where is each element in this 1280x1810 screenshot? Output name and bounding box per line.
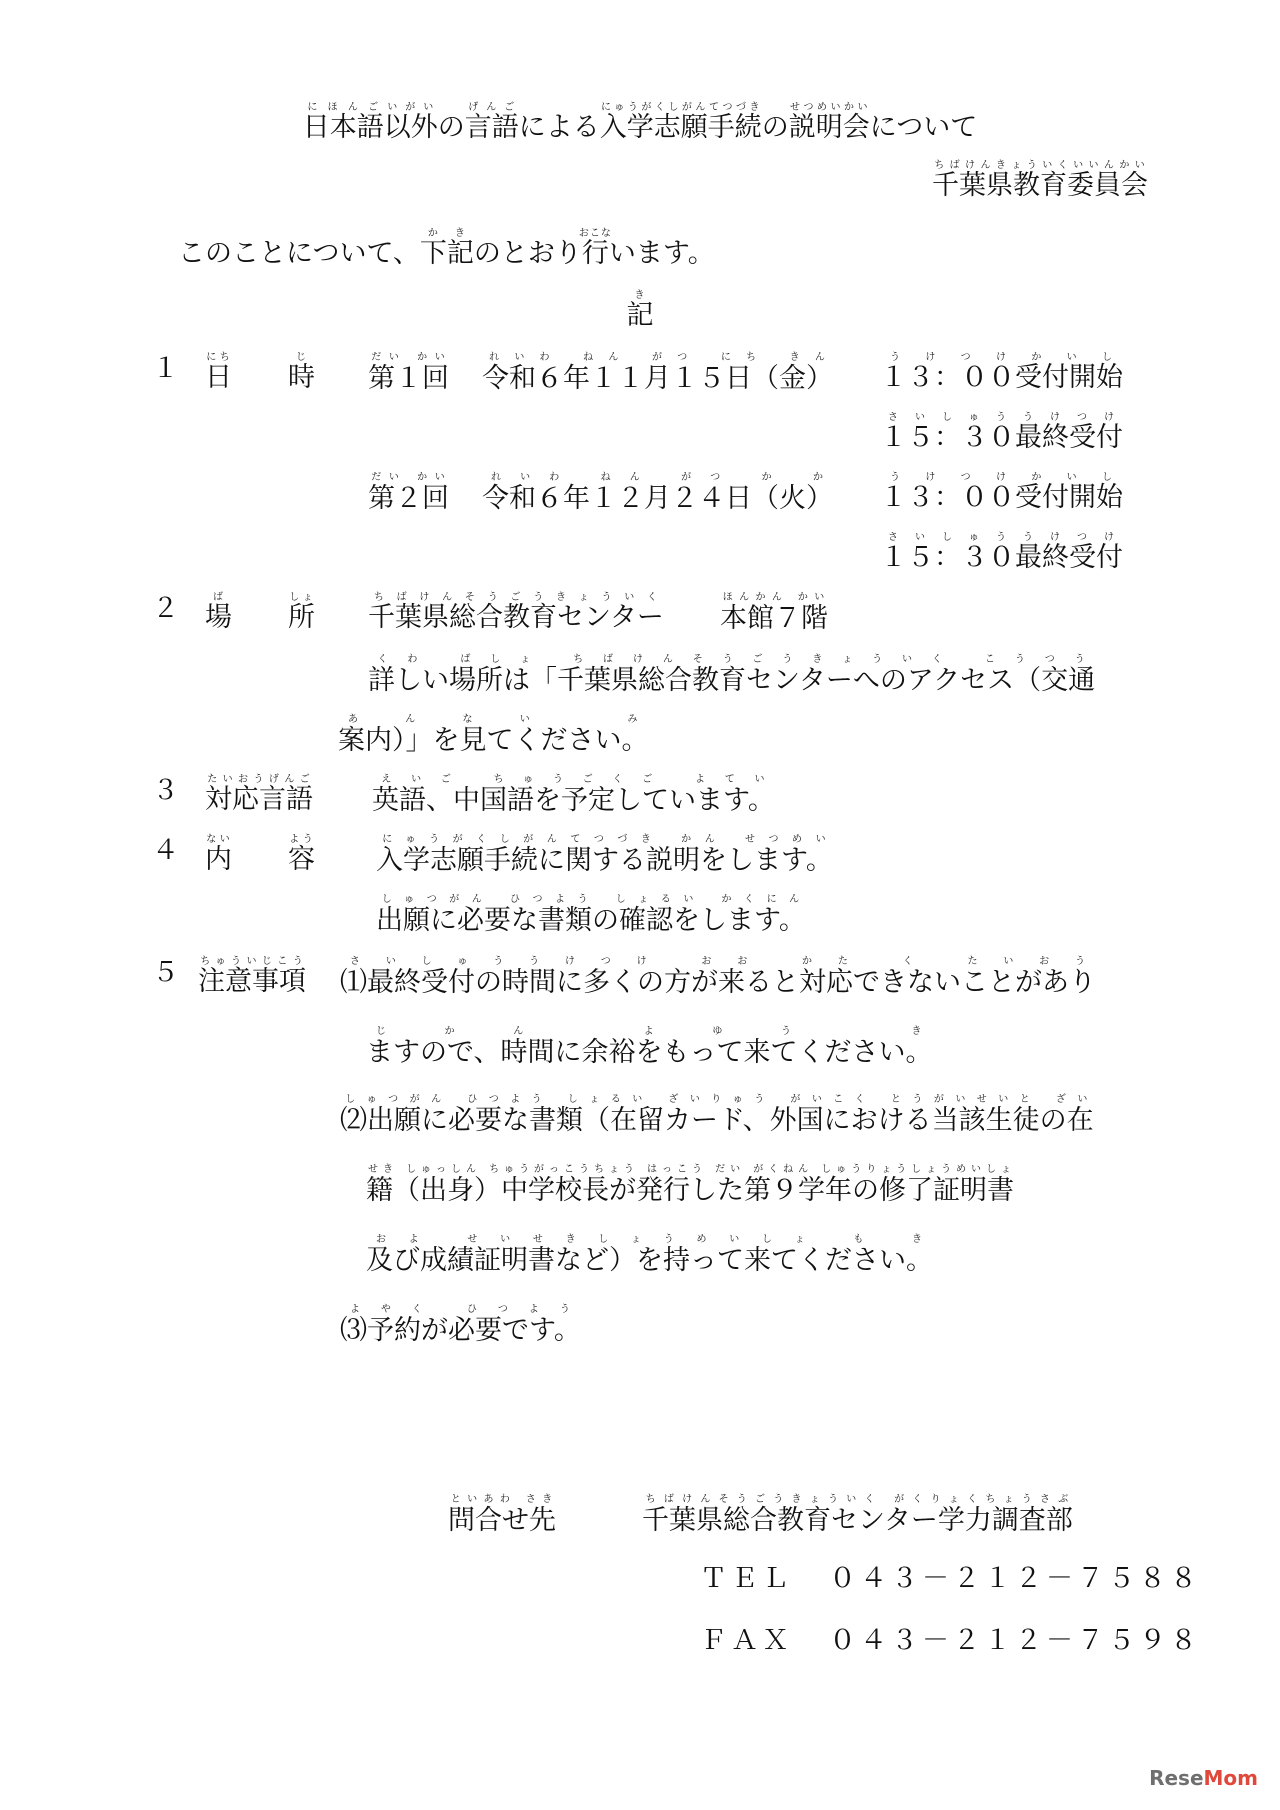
contact-tel <box>700 1562 1201 1596</box>
note-text: ⑴最終受付の時間に多くの方が来ると対応できないことがあり <box>340 967 1096 998</box>
access-line-1 <box>368 654 1095 698</box>
item3-number <box>152 774 179 808</box>
session1-date <box>482 352 833 396</box>
note-ruby: およ せいせきしょうめいしょ も き <box>366 1234 933 1245</box>
note-ruby: せき しゅっしん ちゅうがっこうちょう はっこう だい がくねん しゅうりょうしょうめいしょ <box>366 1164 1014 1175</box>
item-label-ruby: よう <box>288 834 315 845</box>
place-name <box>368 592 664 635</box>
access-text: 案内）」を見てください。 <box>338 725 649 756</box>
session-kai: 第１回 <box>368 363 449 394</box>
session1-end <box>880 412 1123 455</box>
item-text-ruby: しゅつがん ひつよう しょるい かくにん <box>376 894 806 905</box>
item-label: 内 <box>205 844 232 875</box>
item1-label-1 <box>205 352 232 395</box>
item-text: 英語、中国語を予定しています。 <box>372 785 775 816</box>
title-text <box>302 102 978 143</box>
item-label: 注意事項 <box>198 966 306 997</box>
note-text: ますので、時間に余裕をもって来てください。 <box>366 1037 933 1068</box>
intro-word-kaki: 下記 <box>419 238 474 269</box>
item-number: ３ <box>152 775 179 806</box>
title-segment <box>788 102 870 143</box>
intro-line <box>178 228 715 271</box>
session-end: １５：３０最終受付 <box>880 422 1123 453</box>
item1-number <box>152 352 179 386</box>
contact-label <box>448 1494 556 1538</box>
item-label: 場 <box>205 602 232 633</box>
title-segment <box>599 102 762 143</box>
title-segment-text: の <box>437 112 465 143</box>
watermark-part-2: Mom <box>1203 1766 1258 1790</box>
building-ruby: ほんかん かい <box>720 592 828 603</box>
session-start-ruby: うけつけかいし <box>880 472 1123 483</box>
title-segment-ruby: にほんご <box>302 102 384 113</box>
access-ruby: あんない み <box>338 714 649 725</box>
session-date: 令和６年１２月２４日（火） <box>482 483 833 514</box>
item-label-ruby: ば <box>205 592 232 603</box>
session-start-ruby: うけつけかいし <box>880 352 1123 363</box>
page-title <box>0 102 1280 145</box>
item-label-ruby: じ <box>288 352 315 363</box>
session-date: 令和６年１１月１５日（金） <box>482 363 833 394</box>
intro-ruby-kaki: かき <box>419 228 474 239</box>
place-ruby: ちばけんそうごうきょういく <box>368 592 664 603</box>
note2-line-2 <box>366 1164 1014 1208</box>
issuer-ruby: ちばけんきょういくいいんかい <box>932 160 1148 171</box>
contact-dept-text: 千葉県総合教育センター学力調査部 <box>642 1505 1073 1536</box>
session2-end <box>880 532 1123 575</box>
intro-prefix: このことについて、 <box>178 238 420 269</box>
item-label-ruby: しょ <box>288 592 315 603</box>
place-building <box>720 592 828 636</box>
title-segment-ruby: げんご <box>464 102 519 113</box>
contact-fax <box>700 1624 1201 1658</box>
title-segment-text: 説明会 <box>788 112 870 143</box>
title-segment <box>302 102 384 143</box>
item2-label-1 <box>205 592 232 635</box>
item-number: ２ <box>152 593 179 624</box>
item-text-ruby: にゅうがくしがんてつづき かん せつめい <box>376 834 833 845</box>
item-text: 入学志願手続に関する説明をします。 <box>376 845 833 876</box>
title-segment-ruby: いがい <box>383 102 438 113</box>
item-text-ruby: えいご ちゅうごくご よてい <box>372 774 775 785</box>
note2-line-3 <box>366 1234 933 1278</box>
building-text: 本館７階 <box>720 603 828 634</box>
note-text: 籍（出身）中学校長が発行した第９学年の修了証明書 <box>366 1175 1014 1206</box>
item-number: １ <box>152 353 179 384</box>
note-ruby: よやく ひつよう <box>340 1304 581 1315</box>
note2-line-1 <box>340 1094 1094 1138</box>
title-segment-text: 言語 <box>464 112 519 143</box>
item4-label-1 <box>205 834 232 877</box>
tel-number: ０４３－２１２－７５８８ <box>829 1563 1201 1594</box>
item-text: 出願に必要な書類の確認をします。 <box>376 905 806 936</box>
fax-label: ＦＡＸ <box>700 1625 793 1656</box>
session-date-ruby: れいわ ねん がつ か か <box>482 472 833 483</box>
session-end: １５：３０最終受付 <box>880 542 1123 573</box>
item4-line-2 <box>376 894 806 938</box>
item4-number <box>152 834 179 868</box>
title-segment-text: について <box>869 112 978 143</box>
note1-line-1 <box>340 956 1096 1000</box>
session-start: １３：００受付開始 <box>880 482 1123 513</box>
session2-kai <box>368 472 449 516</box>
session-kai-ruby: だい かい <box>368 472 449 483</box>
title-segment-text: 入学志願手続 <box>599 112 762 143</box>
session-end-ruby: さいしゅううけつけ <box>880 412 1123 423</box>
item4-label-2 <box>288 834 315 877</box>
item3-label <box>205 774 313 817</box>
item-label: 対応言語 <box>205 784 313 815</box>
item-label-ruby: にち <box>205 352 232 363</box>
session-kai: 第２回 <box>368 483 449 514</box>
contact-department <box>642 1494 1073 1538</box>
item-number: ５ <box>152 957 179 988</box>
ki-heading <box>0 290 1280 333</box>
contact-label-ruby: といあわ さき <box>448 1494 556 1505</box>
session1-start <box>880 352 1123 395</box>
intro-word-okona: 行 <box>578 238 612 269</box>
session-date-ruby: れいわ ねん がつ にち きん <box>482 352 833 363</box>
ki-ruby: き <box>626 290 654 301</box>
session2-date <box>482 472 833 516</box>
ki-text: 記 <box>626 300 654 331</box>
issuer-name: 千葉県教育委員会 <box>932 170 1148 201</box>
intro-ruby-okona: おこな <box>578 228 612 239</box>
issuer <box>932 160 1148 203</box>
title-segment <box>383 102 438 143</box>
session-end-ruby: さいしゅううけつけ <box>880 532 1123 543</box>
item-label: 所 <box>288 602 315 633</box>
title-segment-text: による <box>518 112 600 143</box>
contact-dept-ruby: ちばけんそうごうきょういく がくりょくちょうさぶ <box>642 1494 1073 1505</box>
item-label: 容 <box>288 844 315 875</box>
title-segment-text: 以外 <box>383 112 438 143</box>
intro-mid: のとおり <box>473 238 582 269</box>
item-label: 日 <box>205 362 232 393</box>
note1-line-2 <box>366 1026 932 1070</box>
session-start: １３：００受付開始 <box>880 362 1123 393</box>
tel-label: ＴＥＬ <box>700 1563 793 1594</box>
item2-label-2 <box>288 592 315 635</box>
note-ruby: さいしゅううけつけ おお かた く たいおう <box>340 956 1096 967</box>
note-text: ⑶予約が必要です。 <box>340 1315 581 1346</box>
note-ruby: じかん よゆう き <box>366 1026 933 1037</box>
intro-suffix: います。 <box>608 238 715 269</box>
title-segment-text: 日本語 <box>302 112 384 143</box>
item5-label <box>198 956 306 999</box>
resemom-watermark <box>1149 1766 1258 1790</box>
note-text: 及び成績証明書など）を持って来てください。 <box>366 1245 933 1276</box>
note3-line-1 <box>340 1304 581 1348</box>
item1-label-2 <box>288 352 315 395</box>
access-line-2 <box>338 714 649 758</box>
item-number: ４ <box>152 835 179 866</box>
session1-kai <box>368 352 449 396</box>
session2-start <box>880 472 1123 515</box>
access-ruby: くわ ばしょ ちばけんそうごうきょういく こうつう <box>368 654 1096 665</box>
item-label: 時 <box>288 362 315 393</box>
session-kai-ruby: だい かい <box>368 352 449 363</box>
item2-number <box>152 592 179 626</box>
contact-label-text: 問合せ先 <box>448 1505 556 1536</box>
item4-line-1 <box>376 834 833 878</box>
note-text: ⑵出願に必要な書類（在留カード、外国における当該生徒の在 <box>340 1105 1094 1136</box>
note-ruby: しゅつがん ひつよう しょるい ざいりゅう がいこく とうがいせいと ざい <box>340 1094 1094 1105</box>
title-segment-ruby: せつめいかい <box>788 102 870 113</box>
item3-text <box>372 774 775 818</box>
watermark-part-1: Rese <box>1149 1766 1204 1790</box>
title-segment <box>464 102 519 143</box>
item-label-ruby: ない <box>205 834 232 845</box>
access-text: 詳しい場所は「千葉県総合教育センターへのアクセス（交通 <box>368 665 1096 696</box>
item-label-ruby: たいおうげんご <box>205 774 313 785</box>
fax-number: ０４３－２１２－７５９８ <box>829 1625 1201 1656</box>
item-label-ruby: ちゅういじこう <box>198 956 306 967</box>
item5-number <box>152 956 179 990</box>
title-segment-ruby: にゅうがくしがんてつづき <box>599 102 762 113</box>
title-segment-text: の <box>761 112 789 143</box>
place-text: 千葉県総合教育センター <box>368 602 664 633</box>
